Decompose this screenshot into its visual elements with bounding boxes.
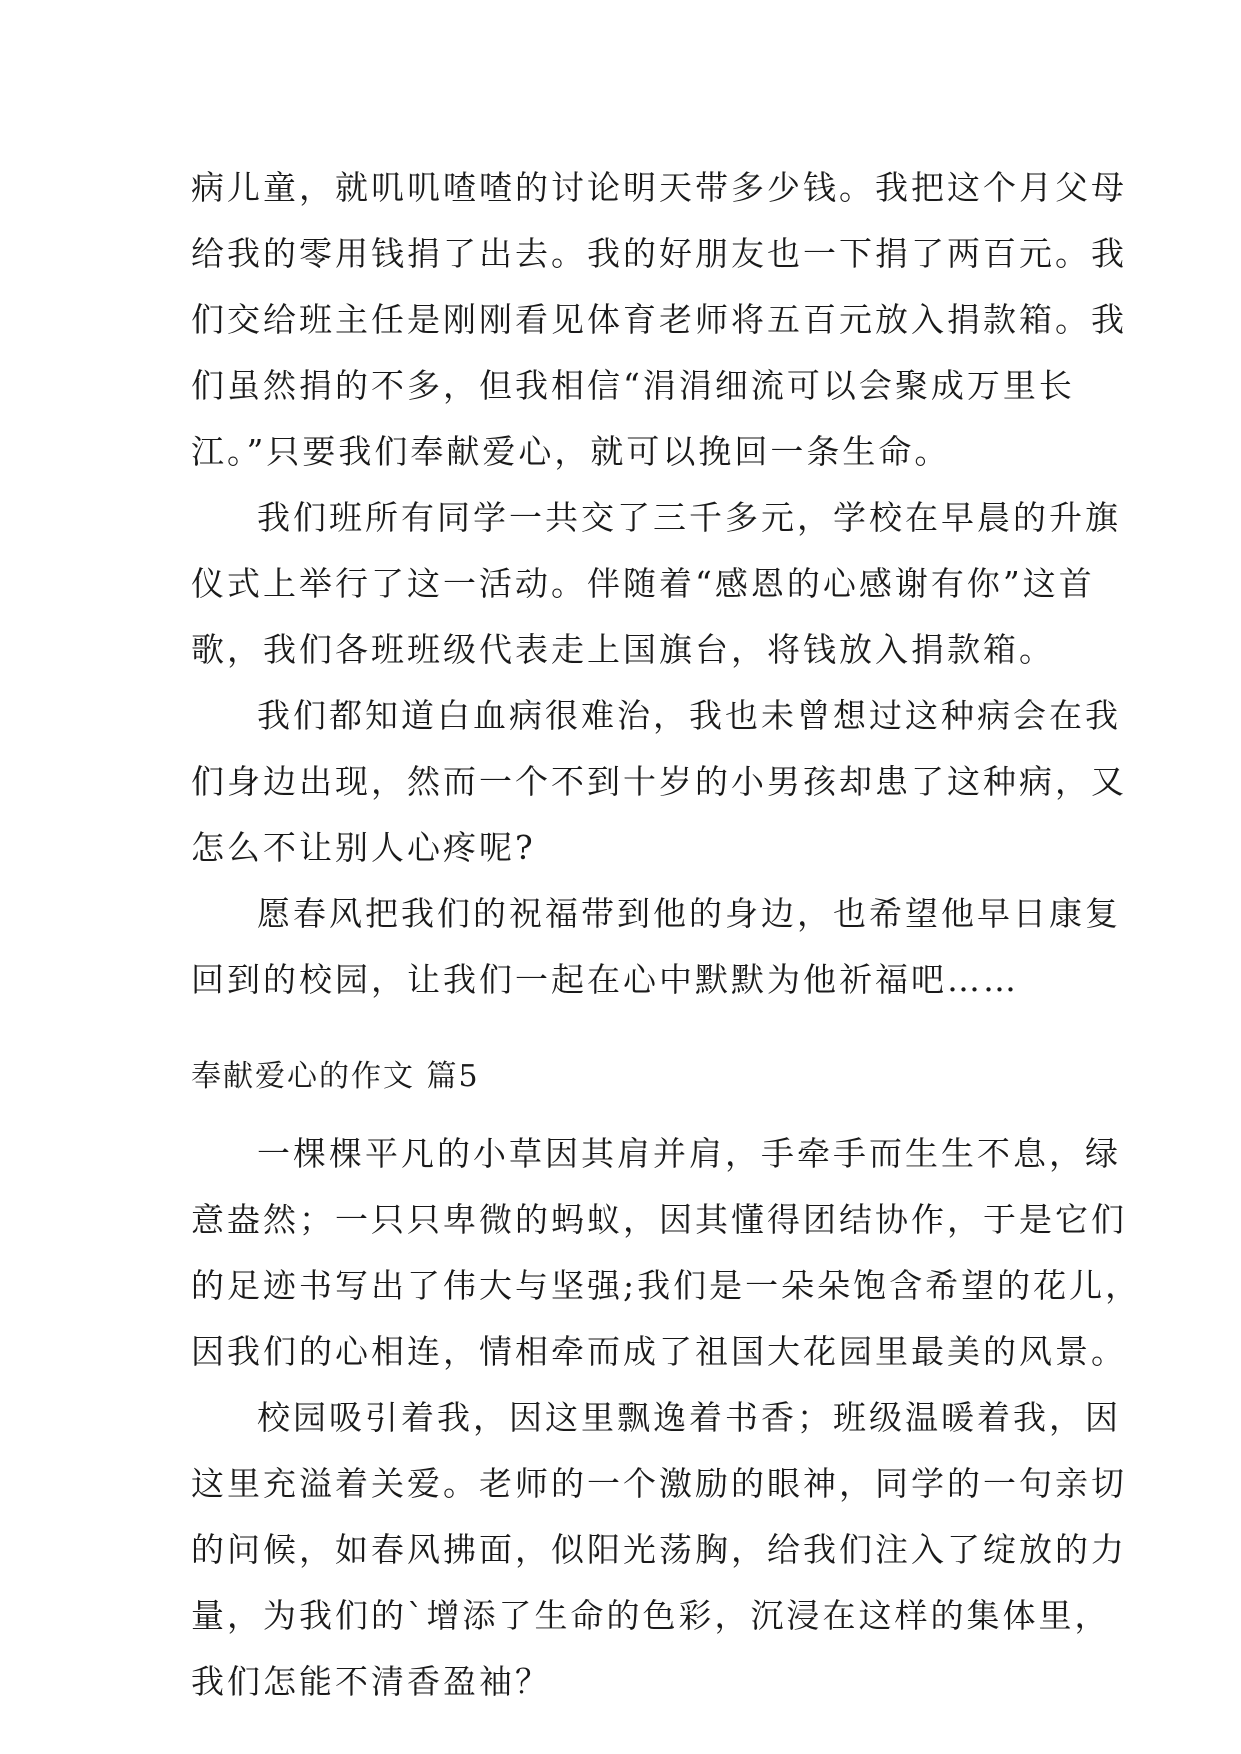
text-line: 这里充溢着关爱。老师的一个激励的眼神，同学的一句亲切 bbox=[191, 1464, 1127, 1503]
text-line: 仪式上举行了这一活动。伴随着“感恩的心感谢有你”这首 bbox=[191, 564, 1095, 603]
text-line: 回到的校园，让我们一起在心中默默为他祈福吧…… bbox=[191, 960, 1019, 999]
text-line: 怎么不让别人心疼呢? bbox=[191, 828, 536, 867]
text-line: 量，为我们的`增添了生命的色彩，沉浸在这样的集体里， bbox=[191, 1596, 1111, 1635]
text-line: 们虽然捐的不多，但我相信“涓涓细流可以会聚成万里长 bbox=[191, 366, 1075, 405]
text-line: 江。”只要我们奉献爱心，就可以挽回一条生命。 bbox=[191, 432, 951, 471]
text-line: 们交给班主任是刚刚看见体育老师将五百元放入捐款箱。我 bbox=[191, 300, 1127, 339]
text-line: 歌，我们各班班级代表走上国旗台，将钱放入捐款箱。 bbox=[191, 630, 1055, 669]
text-line: 校园吸引着我，因这里飘逸着书香；班级温暖着我，因 bbox=[257, 1398, 1121, 1437]
text-line: 我们怎能不清香盈袖？ bbox=[191, 1662, 551, 1701]
section-heading: 奉献爱心的作文 篇5 bbox=[191, 1059, 480, 1094]
text-line: 给我的零用钱捐了出去。我的好朋友也一下捐了两百元。我 bbox=[191, 234, 1127, 273]
text-line: 一棵棵平凡的小草因其肩并肩，手牵手而生生不息，绿 bbox=[257, 1134, 1121, 1173]
text-line: 的问候，如春风拂面，似阳光荡胸，给我们注入了绽放的力 bbox=[191, 1530, 1127, 1569]
text-line: 我们都知道白血病很难治，我也未曾想过这种病会在我 bbox=[257, 696, 1121, 735]
text-line: 因我们的心相连，情相牵而成了祖国大花园里最美的风景。 bbox=[191, 1332, 1127, 1371]
text-line: 意盎然；一只只卑微的蚂蚁，因其懂得团结协作，于是它们 bbox=[191, 1200, 1127, 1239]
text-line: 愿春风把我们的祝福带到他的身边，也希望他早日康复 bbox=[257, 894, 1121, 933]
text-line: 我们班所有同学一共交了三千多元，学校在早晨的升旗 bbox=[257, 498, 1121, 537]
text-line: 病儿童，就叽叽喳喳的讨论明天带多少钱。我把这个月父母 bbox=[191, 168, 1127, 207]
text-line: 的足迹书写出了伟大与坚强;我们是一朵朵饱含希望的花儿， bbox=[191, 1266, 1142, 1305]
text-line: 们身边出现，然而一个不到十岁的小男孩却患了这种病，又 bbox=[191, 762, 1127, 801]
